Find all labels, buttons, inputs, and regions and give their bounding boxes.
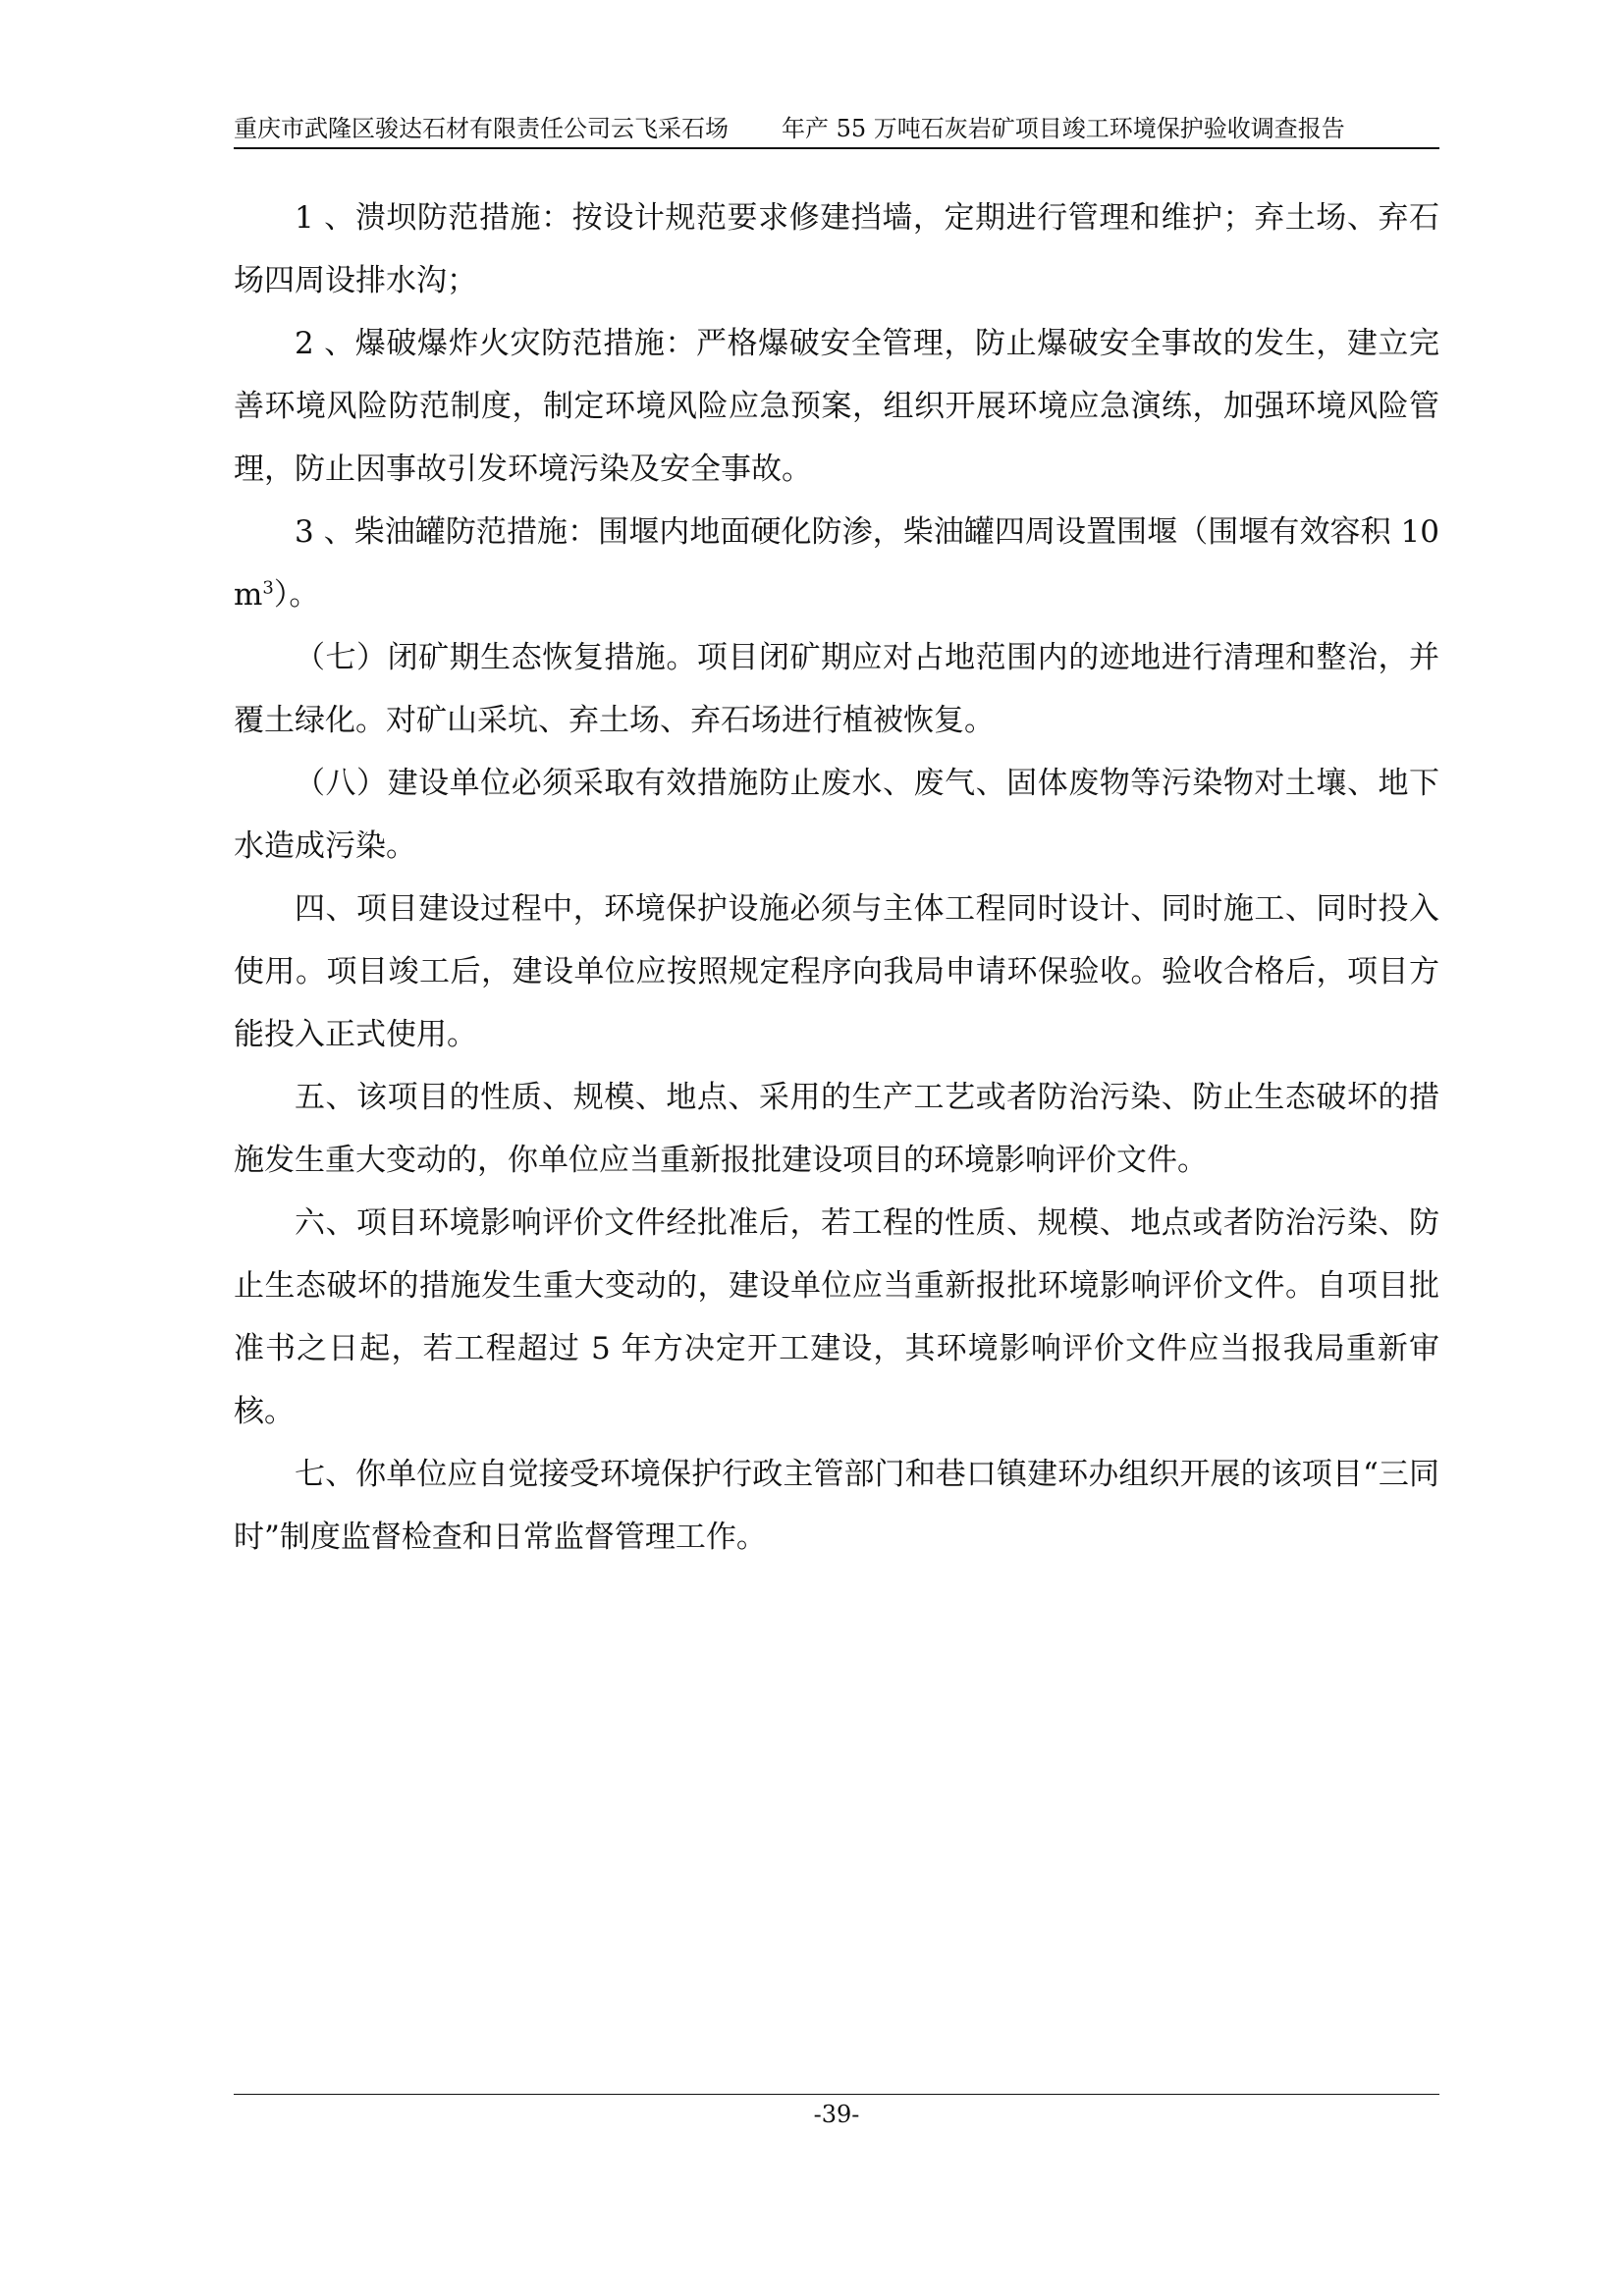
page-footer	[234, 2094, 1439, 2134]
paragraph-diesel-tank	[234, 501, 1439, 626]
page-header	[234, 110, 1439, 149]
diesel-superscript: 3	[262, 577, 274, 599]
document-body	[234, 187, 1439, 1569]
header-report-title: 年产 55 万吨石灰岩矿项目竣工环境保护验收调查报告	[782, 115, 1345, 142]
paragraph-section-four: 四、项目建设过程中，环境保护设施必须与主体工程同时设计、同时施工、同时投入使用。项目竣工后，建设单位应按照规定程序向我局申请环保验收。验收合格后，项目方能投入正式使用。	[234, 891, 1439, 1052]
page-number: -39-	[813, 2101, 860, 2128]
paragraph-pollution-prevention: （八）建设单位必须采取有效措施防止废水、废气、固体废物等污染物对土壤、地下水造成污染。	[234, 766, 1439, 864]
diesel-text-after: ）。	[273, 577, 320, 613]
header-company: 重庆市武隆区骏达石材有限责任公司云飞采石场	[234, 115, 729, 142]
paragraph-section-five: 五、该项目的性质、规模、地点、采用的生产工艺或者防治污染、防止生态破坏的措施发生重大变动的，你单位应当重新报批建设项目的环境影响评价文件。	[234, 1080, 1439, 1178]
diesel-text-before: 3 、柴油罐防范措施：围堰内地面硬化防渗，柴油罐四周设置围堰（围堰有效容积 10m	[234, 514, 1439, 613]
paragraph-section-seven: 七、你单位应自觉接受环境保护行政主管部门和巷口镇建环办组织开展的该项目“三同时”制度监督检查和日常监督管理工作。	[234, 1457, 1439, 1555]
paragraph-section-six: 六、项目环境影响评价文件经批准后，若工程的性质、规模、地点或者防治污染、防止生态破坏的措施发生重大变动的，建设单位应当重新报批环境影响评价文件。自项目批准书之日起，若工程超过 5 年方决定开工建设，其环境影响评价文件应当报我局重新审核。	[234, 1205, 1439, 1429]
paragraph-ecological-restoration: （七）闭矿期生态恢复措施。项目闭矿期应对占地范围内的迹地进行清理和整治，并覆土绿化。对矿山采坑、弃土场、弃石场进行植被恢复。	[234, 640, 1439, 738]
paragraph-blasting-fire: 2 、爆破爆炸火灾防范措施：严格爆破安全管理，防止爆破安全事故的发生，建立完善环境风险防范制度，制定环境风险应急预案，组织开展环境应急演练，加强环境风险管理，防止因事故引发环境污染及安全事故。	[234, 326, 1439, 487]
paragraph-dam-failure: 1 、溃坝防范措施：按设计规范要求修建挡墙，定期进行管理和维护；弃土场、弃石场四周设排水沟；	[234, 200, 1439, 298]
